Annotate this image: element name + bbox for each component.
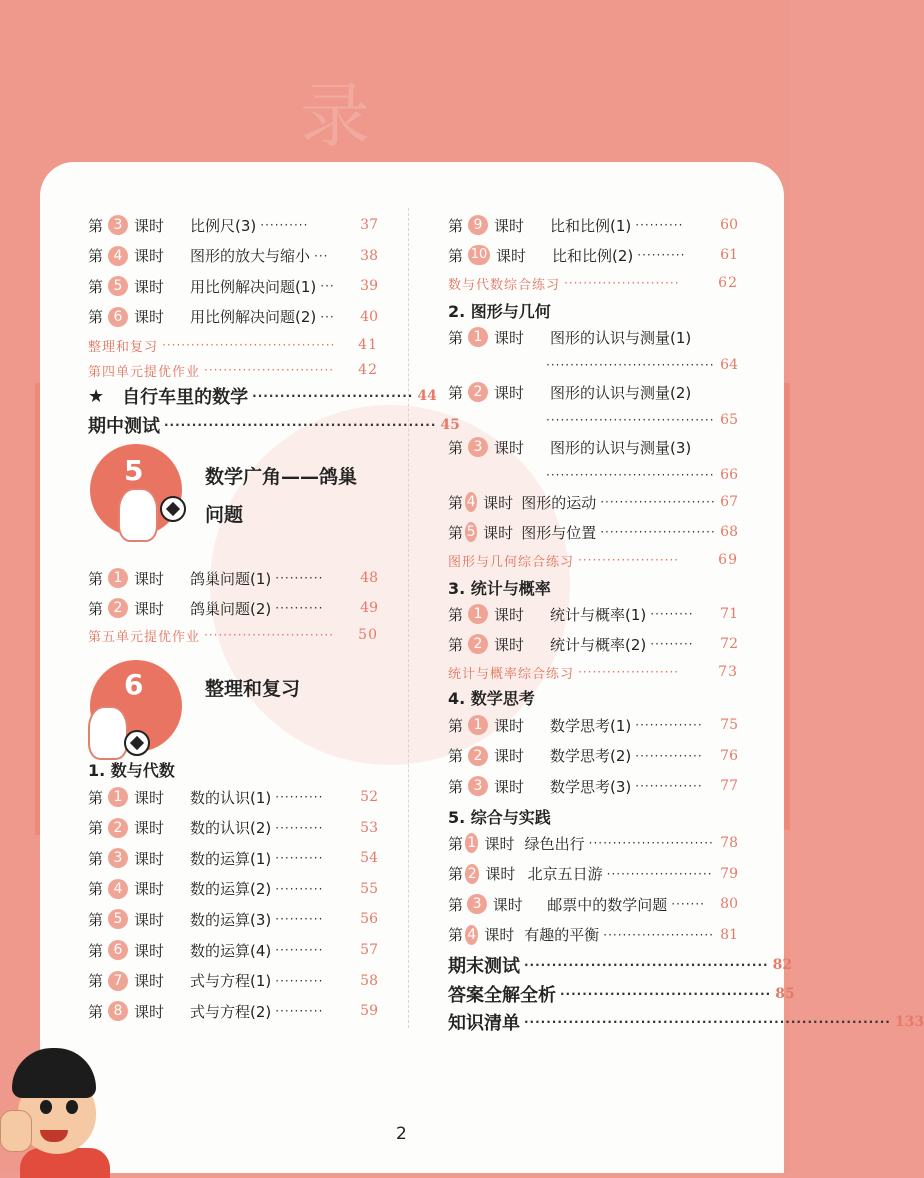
lesson-title: 数的认识(1) xyxy=(190,788,272,807)
leader-dots: ·········· xyxy=(635,218,684,232)
boy-eye xyxy=(66,1100,78,1114)
soccer-ball-icon xyxy=(124,730,150,756)
toc-lesson-entry[interactable] xyxy=(88,595,378,621)
leader-dots: ············································ xyxy=(524,958,769,972)
lesson-label: 课时 xyxy=(134,1002,165,1021)
leader-dots: ·········· xyxy=(637,248,686,262)
toc-lesson-entry[interactable] xyxy=(448,743,738,769)
page-link[interactable]: 61 xyxy=(720,247,738,263)
lesson-label: 课时 xyxy=(494,747,525,765)
lesson-label: 课时 xyxy=(484,926,515,944)
toc-lesson-entry[interactable] xyxy=(448,489,738,515)
entry-title: 数与代数综合练习 xyxy=(448,277,561,293)
entry-title: 第五单元提优作业 xyxy=(88,629,201,645)
leader-dots: ·········· xyxy=(275,790,324,804)
leader-dots: ··························· xyxy=(204,363,335,377)
page-link[interactable]: 68 xyxy=(720,524,738,540)
toc-lesson-entry-continued[interactable] xyxy=(542,352,738,378)
leader-dots: ··· xyxy=(314,248,329,263)
leader-dots: ·································································· xyxy=(524,1015,891,1029)
page-link[interactable]: 50 xyxy=(358,627,378,643)
lesson-number-badge: 1 xyxy=(468,327,488,347)
lesson-prefix: 第 xyxy=(88,849,104,868)
lesson-title: 用比例解决问题(1) xyxy=(190,277,317,296)
lesson-number-badge: 3 xyxy=(108,848,128,868)
toc-lesson-entry[interactable] xyxy=(448,712,738,738)
lesson-number-badge: 10 xyxy=(468,245,490,265)
section-heading: 1. 数与代数 xyxy=(88,761,175,780)
toc-lesson-entry[interactable] xyxy=(448,212,738,238)
page-link[interactable]: 75 xyxy=(720,717,738,733)
lesson-label: 课时 xyxy=(134,569,165,588)
lesson-title: 图形的放大与缩小 xyxy=(190,247,311,265)
entry-title: 答案全解全析 xyxy=(448,984,556,1006)
lesson-prefix: 第 xyxy=(88,308,104,326)
page-link[interactable]: 60 xyxy=(720,217,738,233)
leader-dots: ····················· xyxy=(578,665,680,679)
lesson-number-badge: 8 xyxy=(108,1001,128,1021)
lesson-number-badge: 3 xyxy=(108,215,128,235)
lesson-number-badge: 4 xyxy=(466,494,476,510)
lesson-number-badge: 1 xyxy=(465,833,478,853)
page-link[interactable]: 39 xyxy=(360,278,378,294)
lesson-title: 鸽巢问题(1) xyxy=(190,569,272,588)
lesson-prefix: 第 xyxy=(448,716,464,735)
page-link[interactable]: 57 xyxy=(360,942,378,958)
column-divider xyxy=(408,208,409,1028)
leader-dots: ······················· xyxy=(603,927,715,942)
lesson-label: 课时 xyxy=(134,849,165,868)
lesson-label: 课时 xyxy=(484,834,515,853)
leader-dots: ·········· xyxy=(275,601,324,615)
lesson-label: 课时 xyxy=(134,308,165,326)
lesson-number-badge: 2 xyxy=(468,634,488,654)
lesson-number-badge: 6 xyxy=(108,940,128,960)
leader-dots: ··································· xyxy=(546,358,715,372)
lesson-number-badge: 4 xyxy=(465,925,478,945)
toc-practice-entry[interactable] xyxy=(448,547,738,573)
lesson-label: 课时 xyxy=(134,819,165,838)
page-link[interactable]: 40 xyxy=(360,308,378,325)
page-link[interactable]: 69 xyxy=(718,552,738,568)
lesson-title: 式与方程(2) xyxy=(190,1002,272,1021)
lesson-label: 课时 xyxy=(494,716,525,735)
lesson-title: 统计与概率(2) xyxy=(550,635,647,654)
toc-lesson-entry[interactable] xyxy=(448,324,738,350)
lesson-number-badge: 3 xyxy=(468,776,488,796)
leader-dots: ·························· xyxy=(588,836,714,850)
toc-lesson-entry[interactable] xyxy=(88,815,378,841)
lesson-prefix: 第 xyxy=(448,493,464,512)
toc-major-entry[interactable] xyxy=(88,412,460,438)
toc-lesson-entry-continued[interactable] xyxy=(542,407,738,433)
lesson-prefix: 第 xyxy=(448,438,464,457)
toc-lesson-entry[interactable] xyxy=(448,519,738,545)
lesson-prefix: 第 xyxy=(448,865,464,883)
page-link[interactable]: 66 xyxy=(720,467,738,483)
toc-lesson-entry[interactable] xyxy=(448,830,738,856)
leader-dots: ······· xyxy=(671,897,705,911)
lesson-label: 课时 xyxy=(134,247,165,265)
lesson-title: 有趣的平衡 xyxy=(524,926,600,944)
lesson-number-badge: 9 xyxy=(468,215,488,235)
lesson-label: 课时 xyxy=(485,865,516,883)
unit6-title: 整理和复习 xyxy=(205,678,301,700)
lesson-label: 课时 xyxy=(492,895,523,914)
lesson-prefix: 第 xyxy=(448,246,464,265)
lesson-title: 数的运算(3) xyxy=(190,910,272,929)
lesson-prefix: 第 xyxy=(88,819,104,838)
page-link[interactable]: 76 xyxy=(720,747,738,764)
lesson-label: 课时 xyxy=(494,383,525,402)
entry-title: 期末测试 xyxy=(448,956,520,977)
toc-lesson-entry[interactable] xyxy=(88,243,378,269)
page-link[interactable]: 67 xyxy=(720,494,738,510)
toc-lesson-entry[interactable] xyxy=(88,906,378,932)
lesson-number-badge: 3 xyxy=(468,437,488,457)
lesson-label: 课时 xyxy=(134,277,165,296)
page-link[interactable]: 65 xyxy=(720,412,738,428)
page-link[interactable]: 82 xyxy=(772,957,793,973)
lesson-title: 鸽巢问题(2) xyxy=(190,599,272,618)
leader-dots: ····················· xyxy=(578,553,680,567)
soccer-ball-icon xyxy=(160,496,186,522)
page-link[interactable]: 80 xyxy=(720,896,738,912)
lesson-title: 图形与位置 xyxy=(521,523,597,542)
page-link[interactable]: 133 xyxy=(894,1014,924,1030)
toc-practice-entry[interactable] xyxy=(88,357,378,383)
lesson-number-badge: 7 xyxy=(108,971,128,991)
toc-lesson-entry[interactable] xyxy=(88,212,378,238)
lesson-label: 课时 xyxy=(134,880,165,899)
leader-dots: ······················ xyxy=(606,866,713,881)
page-link[interactable]: 58 xyxy=(360,972,378,989)
lesson-number-badge: 1 xyxy=(468,604,488,624)
leader-dots: ··································· xyxy=(546,468,715,482)
leader-dots: ·········· xyxy=(275,881,324,896)
page-link[interactable]: 62 xyxy=(718,275,738,291)
lesson-number-badge: 3 xyxy=(467,894,486,914)
lesson-number-badge: 4 xyxy=(108,879,128,899)
page-link[interactable]: 44 xyxy=(417,388,437,404)
lesson-label: 课时 xyxy=(134,216,165,235)
lesson-label: 课时 xyxy=(134,941,165,960)
lesson-prefix: 第 xyxy=(88,247,104,265)
lesson-title: 数学思考(1) xyxy=(550,716,632,735)
lesson-label: 课时 xyxy=(134,788,165,807)
toc-major-entry[interactable] xyxy=(448,952,793,978)
header-ghost-text: 录 xyxy=(300,75,380,157)
lesson-title: 图形的运动 xyxy=(521,493,597,512)
lesson-title: 图形的认识与测量(3) xyxy=(550,438,692,457)
lesson-label: 课时 xyxy=(494,438,525,457)
lesson-title: 数学思考(3) xyxy=(550,777,632,796)
lesson-prefix: 第 xyxy=(88,972,104,991)
entry-title: 统计与概率综合练习 xyxy=(448,666,575,682)
lesson-number-badge: 6 xyxy=(108,307,128,327)
section-heading: 5. 综合与实践 xyxy=(448,808,551,827)
toc-practice-entry[interactable] xyxy=(448,659,738,685)
lesson-prefix: 第 xyxy=(448,926,464,944)
lesson-number-badge: 4 xyxy=(108,246,128,266)
lesson-prefix: 第 xyxy=(448,777,464,796)
toc-lesson-entry[interactable] xyxy=(88,273,378,299)
lesson-label: 课时 xyxy=(494,777,525,796)
lesson-title: 图形的认识与测量(2) xyxy=(550,383,692,402)
leader-dots: ························ xyxy=(564,276,680,290)
boy-eye xyxy=(40,1100,52,1114)
leader-dots: ·········· xyxy=(275,820,324,835)
leader-dots: ························ xyxy=(600,525,716,539)
page-link[interactable]: 48 xyxy=(360,570,378,586)
toc-lesson-entry-continued[interactable] xyxy=(542,462,738,488)
page-link[interactable]: 72 xyxy=(720,636,738,652)
toc-lesson-entry[interactable] xyxy=(88,565,378,591)
lesson-prefix: 第 xyxy=(448,635,464,654)
page-link[interactable]: 55 xyxy=(360,880,378,897)
leader-dots: ·········· xyxy=(275,912,324,927)
lesson-label: 课时 xyxy=(494,605,525,624)
toc-practice-entry[interactable] xyxy=(88,332,378,358)
page-link[interactable]: 79 xyxy=(720,865,738,882)
lesson-prefix: 第 xyxy=(88,788,104,807)
toc-lesson-entry[interactable] xyxy=(448,773,738,799)
entry-title: 知识清单 xyxy=(448,1013,520,1034)
lesson-label: 课时 xyxy=(134,972,165,991)
unit5-number: 5 xyxy=(124,454,144,487)
thumbs-up-icon xyxy=(0,1110,32,1152)
lesson-number-badge: 1 xyxy=(468,715,488,735)
toc-lesson-entry[interactable] xyxy=(448,861,738,887)
toc-lesson-entry[interactable] xyxy=(448,434,738,460)
section-heading: 2. 图形与几何 xyxy=(448,302,551,321)
toc-lesson-entry[interactable] xyxy=(448,242,738,268)
leader-dots: ··································· xyxy=(546,413,715,427)
lesson-prefix: 第 xyxy=(88,569,104,588)
mascot-icon xyxy=(118,488,158,542)
page-link[interactable]: 42 xyxy=(358,362,378,378)
lesson-label: 课时 xyxy=(496,246,527,265)
lesson-prefix: 第 xyxy=(448,747,464,765)
lesson-title: 数的运算(4) xyxy=(190,941,272,960)
entry-title: 自行车里的数学 xyxy=(122,387,249,408)
lesson-label: 课时 xyxy=(134,910,165,929)
page-link[interactable]: 85 xyxy=(775,985,795,1002)
toc-lesson-entry[interactable] xyxy=(88,845,378,871)
toc-major-entry[interactable] xyxy=(448,981,795,1007)
leader-dots: ····························· xyxy=(252,389,414,403)
leader-dots: ························ xyxy=(600,495,716,509)
lesson-title: 比和比例(2) xyxy=(552,246,634,265)
lesson-title: 式与方程(1) xyxy=(190,972,272,991)
lesson-title: 邮票中的数学问题 xyxy=(547,895,668,914)
lesson-number-badge: 5 xyxy=(466,524,476,540)
leader-dots: ·········· xyxy=(275,943,324,957)
leader-dots: ·········· xyxy=(275,973,324,988)
page-link[interactable]: 56 xyxy=(360,911,378,928)
leader-dots: ················································· xyxy=(164,418,437,432)
page-link[interactable]: 53 xyxy=(360,819,378,836)
page-link[interactable]: 52 xyxy=(360,789,378,805)
unit5-title-line1: 数学广角——鸽巢 xyxy=(205,466,358,488)
leader-dots: ········· xyxy=(650,637,694,651)
leader-dots: ·············· xyxy=(635,718,703,732)
unit5-title-line2: 问题 xyxy=(205,504,244,526)
toc-lesson-entry[interactable] xyxy=(88,784,378,810)
lesson-prefix: 第 xyxy=(448,328,464,347)
lesson-number-badge: 2 xyxy=(468,746,488,766)
entry-title: 第四单元提优作业 xyxy=(88,364,201,380)
lesson-title: 数的运算(2) xyxy=(190,880,272,899)
lesson-number-badge: 2 xyxy=(108,598,128,618)
page-link[interactable]: 49 xyxy=(360,600,378,616)
page-link[interactable]: 38 xyxy=(360,247,378,264)
lesson-prefix: 第 xyxy=(88,941,104,960)
page-number: 2 xyxy=(396,1124,407,1144)
lesson-title: 数的运算(1) xyxy=(190,849,272,868)
page-link[interactable]: 64 xyxy=(720,357,738,373)
toc-lesson-entry[interactable] xyxy=(88,304,378,330)
toc-practice-entry[interactable] xyxy=(88,622,378,648)
leader-dots: ·········· xyxy=(275,851,324,866)
lesson-number-badge: 1 xyxy=(108,568,128,588)
lesson-prefix: 第 xyxy=(88,216,104,235)
toc-lesson-entry[interactable] xyxy=(88,876,378,902)
page-link[interactable]: 77 xyxy=(720,778,738,794)
toc-lesson-entry[interactable] xyxy=(88,968,378,994)
lesson-prefix: 第 xyxy=(88,277,104,296)
leader-dots: ·············· xyxy=(635,779,703,793)
leader-dots: ·········· xyxy=(260,218,309,232)
lesson-title: 绿色出行 xyxy=(524,834,585,853)
lesson-number-badge: 5 xyxy=(108,909,128,929)
page-link[interactable]: 71 xyxy=(720,606,738,622)
lesson-title: 北京五日游 xyxy=(527,865,603,883)
leader-dots: ········· xyxy=(650,607,694,621)
toc-lesson-entry[interactable] xyxy=(88,998,378,1024)
page-link[interactable]: 54 xyxy=(360,850,378,867)
unit6-number: 6 xyxy=(124,668,144,701)
lesson-number-badge: 2 xyxy=(465,864,479,884)
lesson-prefix: 第 xyxy=(448,383,464,402)
lesson-prefix: 第 xyxy=(448,216,464,235)
toc-major-entry[interactable] xyxy=(88,383,437,409)
page-link[interactable]: 78 xyxy=(720,835,738,851)
lesson-prefix: 第 xyxy=(88,1002,104,1021)
lesson-prefix: 第 xyxy=(448,523,464,542)
leader-dots: ·········· xyxy=(275,1004,324,1019)
section-heading: 3. 统计与概率 xyxy=(448,579,551,598)
lesson-prefix: 第 xyxy=(448,834,464,853)
lesson-prefix: 第 xyxy=(88,599,104,618)
leader-dots: ·········· xyxy=(275,571,324,585)
lesson-label: 课时 xyxy=(483,523,514,542)
lesson-label: 课时 xyxy=(494,328,525,347)
leader-dots: ······································ xyxy=(560,986,772,1001)
lesson-title: 比例尺(3) xyxy=(190,216,257,235)
toc-practice-entry[interactable] xyxy=(448,270,738,296)
toc-lesson-entry[interactable] xyxy=(448,601,738,627)
lesson-prefix: 第 xyxy=(448,895,464,914)
section-heading: 4. 数学思考 xyxy=(448,689,535,708)
lesson-prefix: 第 xyxy=(88,910,104,929)
page-link[interactable]: 45 xyxy=(440,417,460,433)
lesson-number-badge: 2 xyxy=(108,818,128,838)
lesson-title: 统计与概率(1) xyxy=(550,605,647,624)
toc-major-entry[interactable] xyxy=(448,1009,924,1035)
lesson-number-badge: 5 xyxy=(108,276,128,296)
toc-lesson-entry[interactable] xyxy=(448,922,738,948)
lesson-label: 课时 xyxy=(134,599,165,618)
mascot-icon xyxy=(88,706,128,760)
lesson-label: 课时 xyxy=(494,216,525,235)
page-link[interactable]: 37 xyxy=(360,217,378,233)
toc-lesson-entry[interactable] xyxy=(448,631,738,657)
lesson-title: 用比例解决问题(2) xyxy=(190,308,317,326)
lesson-number-badge: 2 xyxy=(468,382,488,402)
leader-dots: ·············· xyxy=(635,748,703,763)
lesson-title: 数的认识(2) xyxy=(190,819,272,838)
lesson-prefix: 第 xyxy=(88,880,104,899)
lesson-label: 课时 xyxy=(483,493,514,512)
leader-dots: ···································· xyxy=(162,338,336,352)
star-icon: ★ xyxy=(88,385,105,407)
lesson-prefix: 第 xyxy=(448,605,464,624)
lesson-label: 课时 xyxy=(494,635,525,654)
lesson-title: 图形的认识与测量(1) xyxy=(550,328,692,347)
leader-dots: ··· xyxy=(320,309,335,324)
leader-dots: ··························· xyxy=(204,628,335,642)
entry-title: 图形与几何综合练习 xyxy=(448,554,575,570)
page-link[interactable]: 41 xyxy=(358,337,378,353)
leader-dots: ··· xyxy=(320,279,335,293)
entry-title: 整理和复习 xyxy=(88,339,159,355)
entry-title: 期中测试 xyxy=(88,416,160,437)
page-link[interactable]: 81 xyxy=(720,926,738,943)
lesson-number-badge: 1 xyxy=(108,787,128,807)
toc-lesson-entry[interactable] xyxy=(448,891,738,917)
toc-lesson-entry[interactable] xyxy=(448,379,738,405)
page-link[interactable]: 73 xyxy=(718,664,738,680)
toc-lesson-entry[interactable] xyxy=(88,937,378,963)
lesson-title: 数学思考(2) xyxy=(550,747,632,765)
page-link[interactable]: 59 xyxy=(360,1003,378,1020)
lesson-title: 比和比例(1) xyxy=(550,216,632,235)
